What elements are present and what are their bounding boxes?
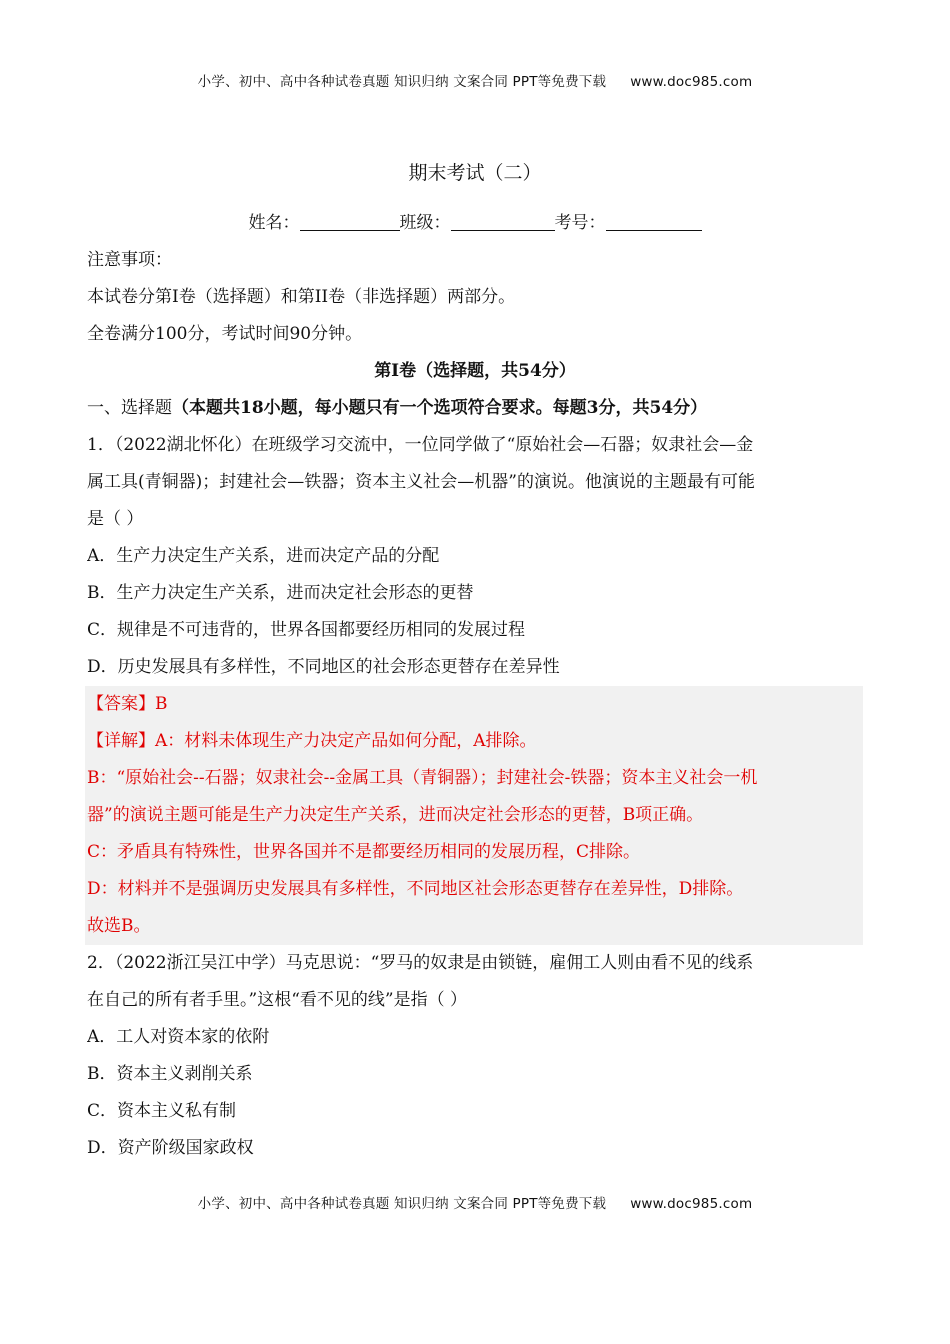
footer-site[interactable]: www.doc985.com xyxy=(630,1196,753,1212)
section-heading xyxy=(87,390,863,427)
header-text: 小学、初中、高中各种试卷真题 知识归纳 文案合同 PPT等免费下载 xyxy=(197,74,607,90)
section-title: 第I卷（选择题，共54分） xyxy=(374,361,576,381)
question-stem: 1．（2022湖北怀化）在班级学习交流中，一位同学做了“原始社会—石器；奴隶社会—金 xyxy=(87,435,754,455)
name-blank xyxy=(300,214,400,231)
option-d: D．历史发展具有多样性，不同地区的社会形态更替存在差异性 xyxy=(87,657,560,677)
question-stem: 是（ ） xyxy=(87,509,144,529)
class-blank xyxy=(451,214,555,231)
notes-heading: 注意事项： xyxy=(87,250,172,270)
section-heading-bold: （本题共18小题，每小题只有一个选项符合要求。每题3分，共54分） xyxy=(172,398,708,418)
class-label: 班级： xyxy=(399,213,451,233)
detail-b: B：“原始社会--石器；奴隶社会--金属工具（青铜器）；封建社会-铁器；资本主义社会一机 xyxy=(87,768,758,788)
header-site[interactable]: www.doc985.com xyxy=(630,74,753,90)
answer-box xyxy=(85,686,863,945)
question-stem: 属工具(青铜器)；封建社会—铁器；资本主义社会—机器”的演说。他演说的主题最有可能 xyxy=(87,472,755,492)
page-content xyxy=(87,242,863,1167)
exam-title: 期末考试（二） xyxy=(408,162,542,184)
option-a: A．工人对资本家的依附 xyxy=(87,1027,270,1047)
page-header xyxy=(0,70,950,90)
section-heading-plain: 一、选择题 xyxy=(87,398,172,418)
notes-line: 本试卷分第I卷（选择题）和第II卷（非选择题）两部分。 xyxy=(87,287,516,307)
detail-b: 器”的演说主题可能是生产力决定生产关系，进而决定社会形态的更替，B项正确。 xyxy=(87,805,704,825)
conclusion: 故选B。 xyxy=(87,916,151,936)
notes-line: 全卷满分100分，考试时间90分钟。 xyxy=(87,324,363,344)
question-stem: 在自己的所有者手里。”这根“看不见的线”是指（ ） xyxy=(87,990,467,1010)
question-stem: 2．（2022浙江吴江中学）马克思说：“罗马的奴隶是由锁链，雇佣工人则由看不见的线系 xyxy=(87,953,754,973)
option-d: D．资产阶级国家政权 xyxy=(87,1138,254,1158)
id-blank xyxy=(606,214,702,231)
option-b: B．生产力决定生产关系，进而决定社会形态的更替 xyxy=(87,583,474,603)
option-c: C．资本主义私有制 xyxy=(87,1101,237,1121)
option-c: C．规律是不可违背的，世界各国都要经历相同的发展过程 xyxy=(87,620,526,640)
id-label: 考号： xyxy=(554,213,606,233)
detail-d: D：材料并不是强调历史发展具有多样性，不同地区社会形态更替存在差异性，D排除。 xyxy=(87,879,744,899)
detail-c: C：矛盾具有特殊性，世界各国并不是都要经历相同的发展历程，C排除。 xyxy=(87,842,641,862)
name-label: 姓名： xyxy=(248,213,300,233)
page-footer xyxy=(0,1192,950,1212)
detail-a: 【详解】A：材料未体现生产力决定产品如何分配，A排除。 xyxy=(87,731,537,751)
option-b: B．资本主义剥削关系 xyxy=(87,1064,253,1084)
answer: 【答案】B xyxy=(87,694,168,714)
student-info-row xyxy=(0,208,950,233)
footer-text: 小学、初中、高中各种试卷真题 知识归纳 文案合同 PPT等免费下载 xyxy=(197,1196,607,1212)
option-a: A．生产力决定生产关系，进而决定产品的分配 xyxy=(87,546,440,566)
